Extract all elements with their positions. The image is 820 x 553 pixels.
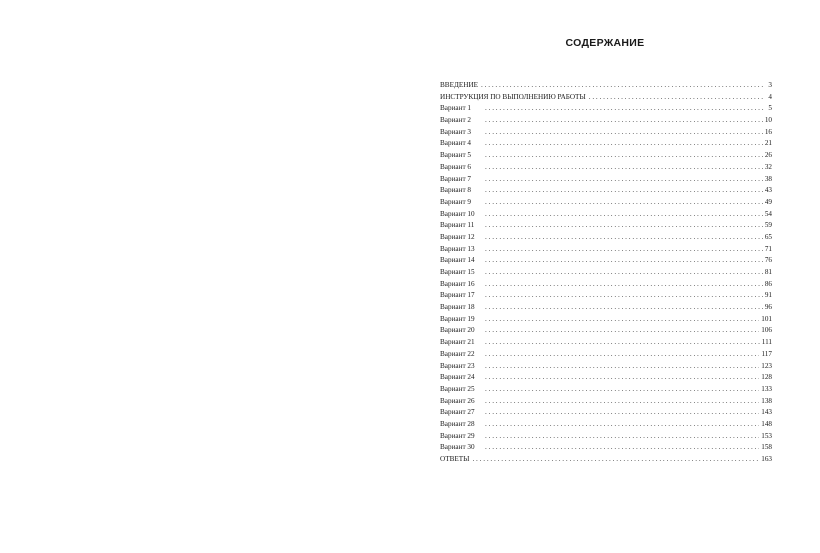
toc-entry-label: Вариант 1	[440, 104, 471, 113]
toc-entry-label: Вариант 24	[440, 373, 475, 382]
toc-dot-leader	[485, 209, 763, 221]
toc-entry-page-number: 117	[761, 349, 772, 358]
toc-entry[interactable]	[440, 127, 772, 139]
toc-entry-label: Вариант 22	[440, 349, 475, 358]
toc-dot-leader	[485, 103, 764, 115]
toc-entry-page-number: 4	[768, 92, 772, 101]
toc-entry-page-number: 5	[768, 104, 772, 113]
toc-entry-page-number: 71	[764, 244, 772, 253]
toc-entry-label: Вариант 4	[440, 139, 471, 148]
toc-entry-page-number: 38	[764, 174, 772, 183]
toc-entry[interactable]	[440, 407, 772, 419]
toc-entry-label: Вариант 26	[440, 396, 475, 405]
toc-dot-leader	[485, 174, 763, 186]
toc-entry-page-number: 101	[761, 314, 772, 323]
toc-entry-page-number: 91	[764, 291, 772, 300]
toc-dot-leader	[589, 92, 764, 104]
toc-entry-page-number: 32	[764, 162, 772, 171]
toc-dot-leader	[472, 454, 759, 466]
toc-dot-leader	[485, 244, 763, 256]
toc-dot-leader	[485, 267, 763, 279]
toc-dot-leader	[485, 431, 759, 443]
toc-entry-page-number: 133	[761, 384, 772, 393]
toc-entry[interactable]	[440, 314, 772, 326]
toc-entry-label: Вариант 10	[440, 209, 475, 218]
toc-entry[interactable]	[440, 150, 772, 162]
toc-entry-page-number: 43	[764, 186, 772, 195]
toc-dot-leader	[485, 138, 763, 150]
toc-dot-leader	[485, 197, 763, 209]
toc-entry[interactable]	[440, 349, 772, 361]
toc-entry-label: Вариант 14	[440, 256, 475, 265]
toc-dot-leader	[485, 349, 759, 361]
toc-entry[interactable]	[440, 454, 772, 466]
toc-dot-leader	[485, 325, 759, 337]
toc-entry-label: Вариант 30	[440, 443, 475, 452]
toc-entry-page-number: 3	[768, 81, 772, 89]
toc-entry-label: Вариант 27	[440, 408, 475, 417]
toc-entry[interactable]	[440, 255, 772, 267]
toc-dot-leader	[481, 80, 764, 92]
toc-entry-page-number: 123	[761, 361, 772, 370]
toc-entry-page-number: 81	[764, 268, 772, 276]
toc-entry[interactable]	[440, 174, 772, 186]
toc-entry-page-number: 106	[761, 326, 772, 335]
toc-entry-label: Вариант 7	[440, 174, 471, 183]
toc-entry-page-number: 59	[764, 221, 772, 230]
toc-entry[interactable]	[440, 325, 772, 337]
toc-entry-label: Вариант 21	[440, 338, 475, 347]
toc-entry-label: Вариант 23	[440, 361, 475, 370]
toc-entry-page-number: 54	[764, 209, 772, 218]
toc-entry-label: Вариант 20	[440, 326, 475, 335]
toc-entry[interactable]	[440, 290, 772, 302]
toc-entry-label: Вариант 11	[440, 221, 475, 230]
toc-dot-leader	[485, 232, 763, 244]
toc-entry-page-number: 153	[761, 431, 772, 440]
toc-entry-label: Вариант 13	[440, 244, 475, 253]
toc-entry[interactable]	[440, 419, 772, 431]
toc-dot-leader	[485, 290, 763, 302]
toc-entry-label: Вариант 2	[440, 116, 471, 125]
toc-entry-label: ИНСТРУКЦИЯ ПО ВЫПОЛНЕНИЮ РАБОТЫ	[440, 92, 586, 101]
toc-dot-leader	[485, 127, 763, 139]
toc-entry-page-number: 143	[761, 408, 772, 417]
toc-entry-label: Вариант 16	[440, 279, 475, 288]
toc-dot-leader	[485, 162, 763, 174]
toc-entry-page-number: 86	[764, 279, 772, 288]
toc-dot-leader	[485, 407, 759, 419]
toc-entry[interactable]	[440, 80, 772, 92]
toc-dot-leader	[485, 442, 759, 454]
toc-entry[interactable]	[440, 185, 772, 197]
toc-dot-leader	[485, 337, 760, 349]
toc-entry[interactable]	[440, 209, 772, 221]
toc-dot-leader	[485, 372, 759, 384]
toc-dot-leader	[485, 361, 759, 373]
toc-entry-label: Вариант 6	[440, 162, 471, 171]
toc-entry-label: Вариант 17	[440, 291, 475, 300]
toc-entry[interactable]	[440, 267, 772, 279]
toc-dot-leader	[485, 396, 759, 408]
toc-entry-label: Вариант 25	[440, 384, 475, 393]
toc-dot-leader	[485, 220, 763, 232]
toc-entry[interactable]	[440, 361, 772, 373]
toc-entry[interactable]	[440, 103, 772, 115]
toc-dot-leader	[485, 314, 759, 326]
toc-entry-page-number: 26	[764, 151, 772, 160]
toc-entry-page-number: 21	[764, 139, 772, 148]
toc-entry-label: Вариант 15	[440, 268, 475, 276]
toc-entry-page-number: 138	[761, 396, 772, 405]
toc-dot-leader	[485, 115, 763, 127]
toc-entry-page-number: 163	[761, 455, 772, 463]
toc-entry[interactable]	[440, 442, 772, 454]
toc-entry-label: Вариант 9	[440, 197, 471, 206]
toc-entry[interactable]	[440, 197, 772, 209]
toc-entry-page-number: 65	[764, 232, 772, 241]
toc-entry[interactable]	[440, 337, 772, 349]
toc-entry[interactable]	[440, 302, 772, 314]
toc-entry-page-number: 111	[761, 338, 772, 347]
toc-dot-leader	[485, 150, 763, 162]
toc-entry-label: Вариант 29	[440, 431, 475, 440]
toc-dot-leader	[485, 279, 763, 291]
toc-entry[interactable]	[440, 431, 772, 443]
toc-entry[interactable]	[440, 244, 772, 256]
toc-entry[interactable]	[440, 232, 772, 244]
toc-entry[interactable]	[440, 220, 772, 232]
toc-entry-page-number: 16	[764, 127, 772, 136]
toc-entry-page-number: 158	[761, 443, 772, 452]
toc-entry[interactable]	[440, 138, 772, 150]
toc-entry[interactable]	[440, 279, 772, 291]
toc-entry-page-number: 148	[761, 419, 772, 428]
toc-dot-leader	[485, 384, 759, 396]
toc-entry-label: Вариант 12	[440, 232, 475, 241]
toc-entry-page-number: 96	[764, 303, 772, 312]
toc-entry[interactable]	[440, 92, 772, 104]
toc-entry[interactable]	[440, 384, 772, 396]
toc-dot-leader	[485, 419, 759, 431]
toc-entry-page-number: 10	[764, 116, 772, 125]
toc-entry-label: Вариант 28	[440, 419, 475, 428]
toc-entry-label: Вариант 18	[440, 303, 475, 312]
page-title: СОДЕРЖАНИЕ	[565, 37, 645, 49]
toc-dot-leader	[485, 302, 763, 314]
toc-entry[interactable]	[440, 396, 772, 408]
toc-entry-label: Вариант 3	[440, 127, 471, 136]
table-of-contents	[440, 80, 772, 466]
toc-entry[interactable]	[440, 372, 772, 384]
toc-entry-page-number: 76	[764, 256, 772, 265]
toc-entry-label: ВВЕДЕНИЕ	[440, 81, 479, 89]
toc-dot-leader	[485, 185, 763, 197]
toc-entry-label: Вариант 19	[440, 314, 475, 323]
toc-entry-page-number: 49	[764, 197, 772, 206]
toc-entry[interactable]	[440, 115, 772, 127]
toc-entry-page-number: 128	[761, 373, 772, 382]
toc-entry[interactable]	[440, 162, 772, 174]
toc-entry-label: ОТВЕТЫ	[440, 455, 470, 463]
toc-entry-label: Вариант 8	[440, 186, 471, 195]
toc-entry-label: Вариант 5	[440, 151, 471, 160]
toc-dot-leader	[485, 255, 763, 267]
